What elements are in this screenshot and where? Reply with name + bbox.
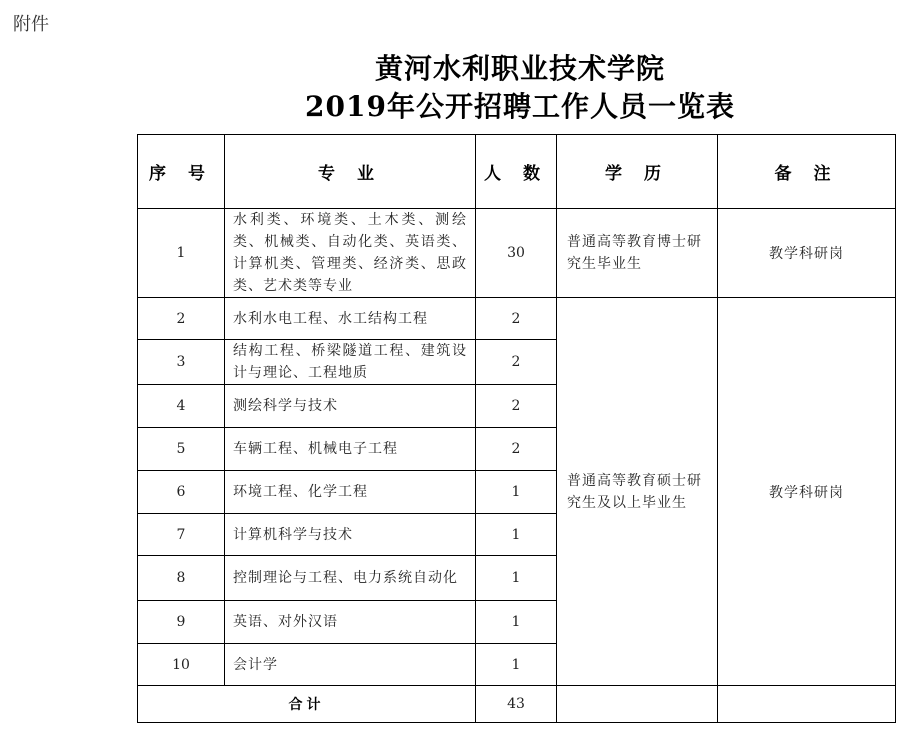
row-major: 水利水电工程、水工结构工程 (225, 298, 476, 340)
header-education: 学 历 (557, 135, 718, 209)
total-count: 43 (476, 686, 557, 723)
row-major: 环境工程、化学工程 (225, 471, 476, 514)
row-education: 普通高等教育博士研究生毕业生 (557, 209, 718, 298)
row-major: 会计学 (225, 644, 476, 686)
row-count: 1 (476, 601, 557, 644)
header-major: 专 业 (225, 135, 476, 209)
row-major: 计算机科学与技术 (225, 514, 476, 556)
row-major: 控制理论与工程、电力系统自动化 (225, 556, 476, 601)
table-row (138, 209, 896, 298)
group-remark: 教学科研岗 (718, 298, 896, 686)
row-seq: 2 (138, 298, 225, 340)
row-count: 2 (476, 340, 557, 385)
total-row (138, 686, 896, 723)
row-seq: 7 (138, 514, 225, 556)
row-seq: 6 (138, 471, 225, 514)
group-education: 普通高等教育硕士研究生及以上毕业生 (557, 298, 718, 686)
document-title: 黄河水利职业技术学院 (374, 52, 665, 85)
attachment-label: 附件 (13, 14, 49, 35)
row-seq: 10 (138, 644, 225, 686)
row-count: 2 (476, 428, 557, 471)
row-count: 1 (476, 514, 557, 556)
row-seq: 1 (138, 209, 225, 298)
header-remark: 备 注 (718, 135, 896, 209)
header-count: 人 数 (476, 135, 557, 209)
row-major: 车辆工程、机械电子工程 (225, 428, 476, 471)
row-count: 1 (476, 644, 557, 686)
header-seq: 序 号 (138, 135, 225, 209)
row-seq: 8 (138, 556, 225, 601)
row-seq: 3 (138, 340, 225, 385)
header-row (138, 135, 896, 209)
row-major: 英语、对外汉语 (225, 601, 476, 644)
row-major: 水利类、环境类、土木类、测绘类、机械类、自动化类、英语类、计算机类、管理类、经济类、思政类、艺术类等专业 (225, 209, 476, 298)
recruitment-table (137, 134, 896, 723)
row-count: 1 (476, 471, 557, 514)
row-count: 30 (476, 209, 557, 298)
row-major: 结构工程、桥梁隧道工程、建筑设计与理论、工程地质 (225, 340, 476, 385)
total-remark-empty (718, 686, 896, 723)
row-seq: 4 (138, 385, 225, 428)
total-education-empty (557, 686, 718, 723)
row-count: 2 (476, 298, 557, 340)
row-seq: 5 (138, 428, 225, 471)
table-row (138, 298, 896, 340)
row-major: 测绘科学与技术 (225, 385, 476, 428)
row-count: 1 (476, 556, 557, 601)
row-remark: 教学科研岗 (718, 209, 896, 298)
row-count: 2 (476, 385, 557, 428)
total-label: 合计 (138, 686, 476, 723)
document-subtitle: 2019年公开招聘工作人员一览表 (305, 90, 735, 123)
row-seq: 9 (138, 601, 225, 644)
